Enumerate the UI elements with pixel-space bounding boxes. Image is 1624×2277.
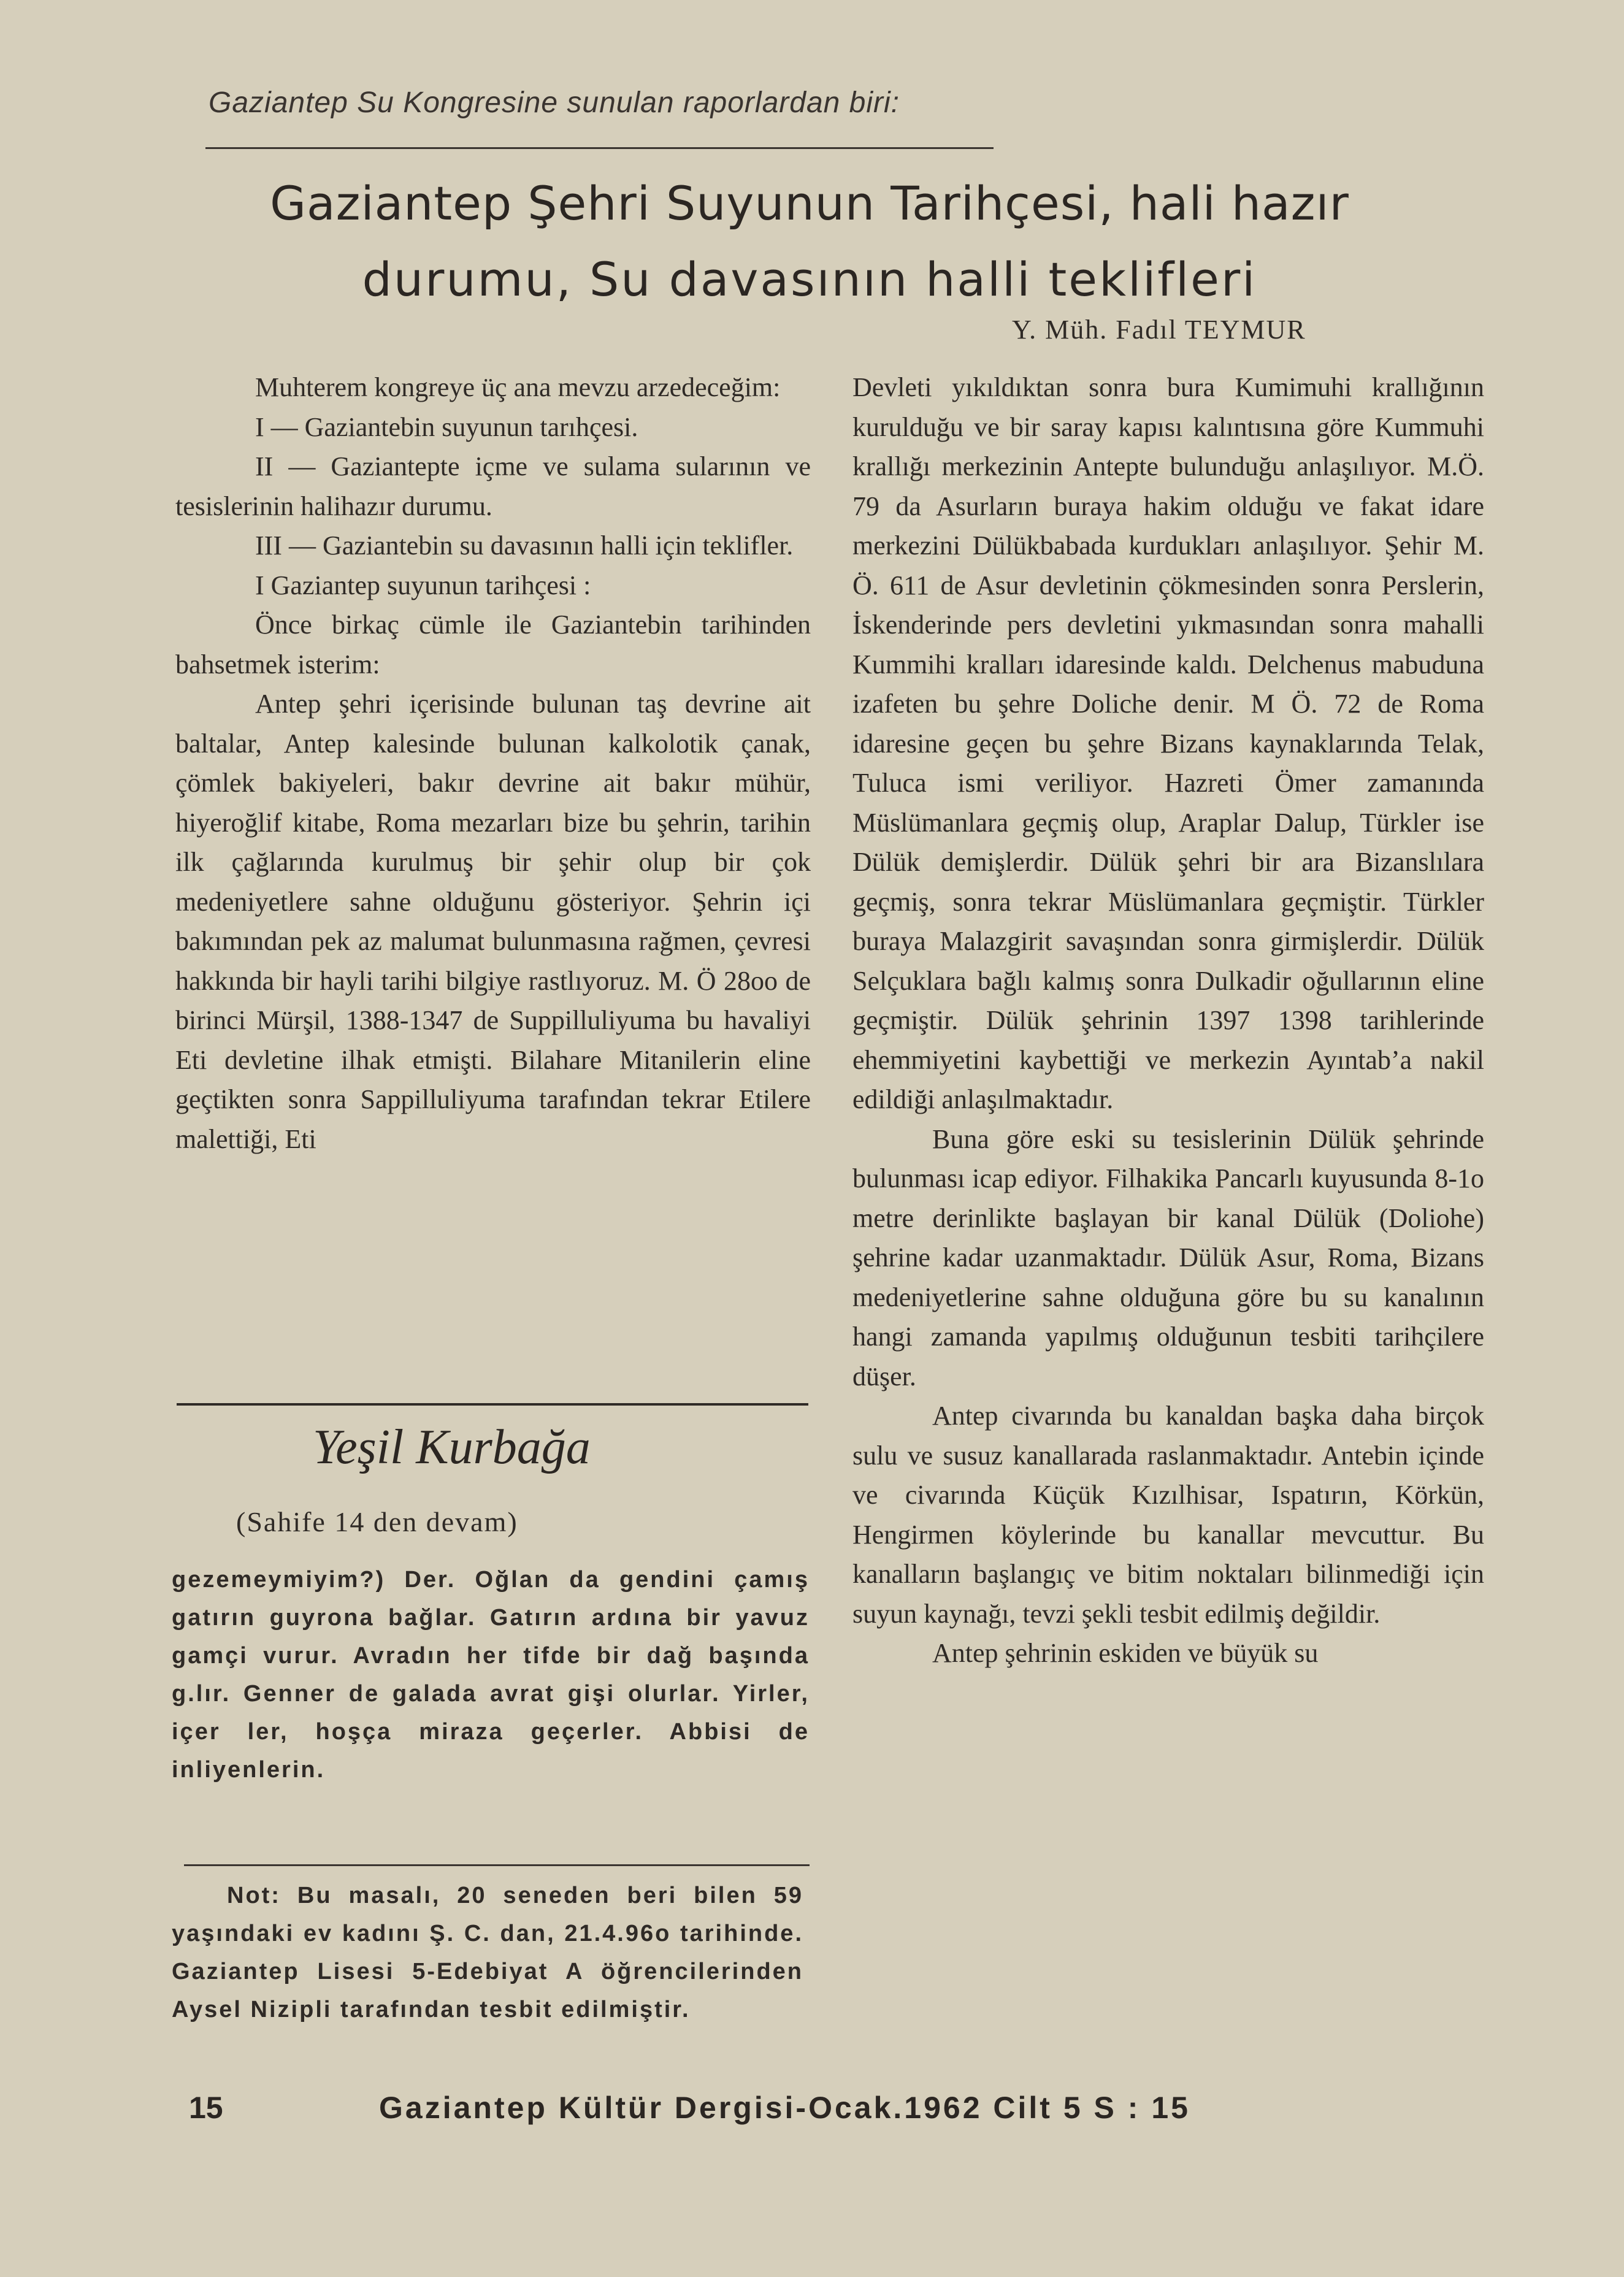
author-byline: Y. Müh. Fadıl TEYMUR xyxy=(1012,315,1306,345)
right-paragraph: Antep civarında bu kanaldan başka daha birçok sulu ve susuz kanallarada raslanmaktadır. Antebin içinde ve civarında Küçük Kızılhisar, Ispatırın, Körkün, Hengirmen köylerinde bu kanallar mevcuttur. Bu kanalların başlangıç ve bitim noktaları bilinmediği için suyun kaynağı, tevzi şekli tesbit edilmiş değildir. xyxy=(852,1401,1484,1629)
left-paragraph: Antep şehri içerisinde bulunan taş devrine ait baltalar, Antep kalesinde bulunan kalkolotik çanak, çömlek bakiyeleri, bakır devrine ait bakır mühür, hiyeroğlif kitabe, Roma mezarları bize bu şehrin, tarihin ilk çağlarında kurulmuş bir şehir olup bir çok medeniyetlere sahne olduğunu gösteriyor. Şehrin içi bakımından pek az malumat bulunmasına rağmen, çevresi hakkında bir hayli tarihi bilgiye rastlıyoruz. M. Ö 28oo de birinci Mürşil, 1388-1347 de Suppilluliyuma bu havaliyi Eti devletine ilhak etmişti. Bilahare Mitanilerin eline geçtikten sonra Sappilluliyuma tarafından tekrar Etilere malettiği, Eti xyxy=(175,689,811,1154)
left-paragraph: II — Gaziantepte içme ve sulama sularının ve tesislerinin halihazır durumu. xyxy=(175,451,811,521)
left-paragraph: Muhterem kongreye üç ana mevzu arzedeceğim: xyxy=(255,372,781,402)
right-paragraph: Devleti yıkıldıktan sonra bura Kumimuhi krallığının kurulduğu ve bir saray kapısı kalıntısına göre Kummuhi krallığı merkezinin Antepte bulunduğu anlaşılıyor. M.Ö. 79 da Asurların buraya hakim olduğu ve fakat idare merkezini Dülükbabada kurdukları anlaşılıyor. Şehir M. Ö. 611 de Asur devletinin çökmesinden sonra Perslerin, İskenderinde pers devletini yıkmasından sonra mahalli Kummihi kralları idaresinde kaldı. Delchenus mabuduna izafeten bu şehre Doliche denir. M Ö. 72 de Roma idaresine geçen bu şehre Bizans kaynaklarında Telak, Tuluca ismi veriliyor. Hazreti Ömer zamanında Müslümanlara geçmiş olup, Araplar Dalup, Türkler ise Dülük demişlerdir. Dülük şehri bir ara Bizanslılara geçmiş, sonra tekrar Müslümanlara geçmiştir. Türkler buraya Malazgirit savaşından sonra girmişlerdir. Dülük Selçuklara bağlı kalmış sonra Dulkadir oğullarının eline geçmiştir. Dülük şehrinin 1397 1398 tarihlerinde ehemmiyetini kaybettiği ve merkezin Ayıntab’a nakil edildiği anlaşılmaktadır. xyxy=(852,372,1484,1114)
left-paragraph: Önce birkaç cümle ile Gaziantebin tarihinden bahsetmek isterim: xyxy=(175,610,811,679)
left-paragraph: III — Gaziantebin su davasının halli için teklifler. xyxy=(255,530,794,561)
section-title: Yeşil Kurbağa xyxy=(313,1420,591,1474)
section-note-text: Not: Bu masalı, 20 seneden beri bilen 59 yaşındaki ev kadını Ş. C. dan, 21.4.96o tarihinde. Gaziantep Lisesi 5-Edebiyat A öğrencilerinden Aysel Nizipli tarafından tesbit edilmiştir. xyxy=(172,1883,803,2023)
section-subtitle: (Sahife 14 den devam) xyxy=(236,1506,518,1537)
section-text: gezemeymiyim?) Der. Oğlan da gendini çamış gatırın guyrona bağlar. Gatırın ardına bir yavuz gamçi vurur. Avradın her tifde bir dağ başında g.lır. Genner de galada avrat gişi olurlar. Yirler, içer ler, hoşça miraza geçerler. Abbisi de inliyenlerin. xyxy=(172,1567,810,1783)
article-title xyxy=(166,166,1454,318)
article-title-line-2: durumu, Su davasının halli teklifleri xyxy=(362,252,1257,307)
section-note xyxy=(172,1877,803,2029)
right-column xyxy=(852,368,1484,1674)
left-paragraph: I — Gaziantebin suyunun tarıhçesi. xyxy=(255,411,638,442)
heading-note: Gaziantep Su Kongresine sunulan raporlardan biri: xyxy=(209,86,900,119)
top-rule xyxy=(205,147,994,149)
section-divider xyxy=(177,1403,808,1406)
left-paragraph: I Gaziantep suyunun tarihçesi : xyxy=(255,570,591,600)
right-paragraph: Antep şehrinin eskiden ve büyük su xyxy=(932,1638,1319,1668)
page-number: 15 xyxy=(189,2091,223,2125)
right-paragraph: Buna göre eski su tesislerinin Dülük şehrinde bulunması icap ediyor. Filhakika Pancarlı kuyusunda 8-1o metre derinlikte başlayan bir kanal Dülük (Doliohe) şehrine kadar uzanmaktadır. Dülük Asur, Roma, Bizans medeniyetlerine sahne olduğuna göre bu su kanalının hangi zamanda yapılmış olduğunun tesbiti tarihçilere düşer. xyxy=(852,1123,1484,1391)
note-divider xyxy=(184,1864,810,1866)
article-title-line-1: Gaziantep Şehri Suyunun Tarihçesi, hali hazır xyxy=(270,176,1349,231)
left-column xyxy=(175,368,811,1159)
footer-publication: Gaziantep Kültür Dergisi-Ocak.1962 Cilt 5 S : 15 xyxy=(379,2091,1190,2125)
